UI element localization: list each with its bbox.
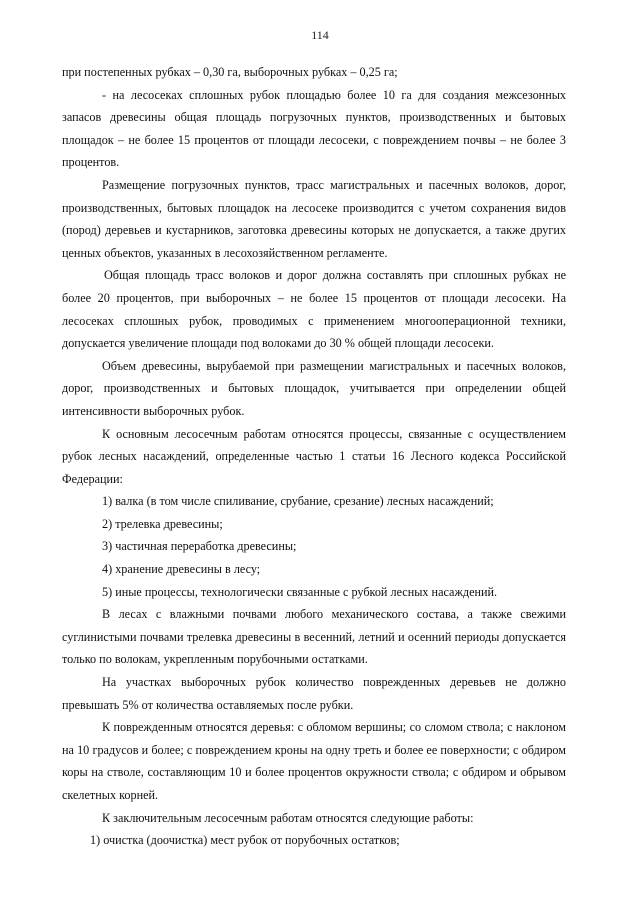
paragraph: при постепенных рубках – 0,30 га, выборочных рубках – 0,25 га; [62,65,398,79]
paragraph: К поврежденным относятся деревья: с обломом вершины; со сломом ствола; с наклоном на 10 градусов и более; с повреждением кроны на одну треть и более ее поверхности; с обдиром коры на стволе, составляющим 10 и более процентов окружности ствола; с обдиром и обрывом скелетных корней. [62,720,566,802]
list-item: 3) частичная переработка древесины; [102,539,297,554]
paragraph: Объем древесины, вырубаемой при размещении магистральных и пасечных волоков, дорог, производственных и бытовых площадок, учитывается при определении общей интенсивности выборочных рубок. [62,358,566,418]
paragraph: К основным лесосечным работам относятся процессы, связанные с осуществлением рубок лесных насаждений, определенные частью 1 статьи 16 Лесного кодекса Российской Федерации: [62,426,566,486]
list-item: 2) трелевка древесины; [102,516,223,531]
paragraph: - на лесосеках сплошных рубок площадью более 10 га для создания межсезонных запасов древесины общая площадь погрузочных пунктов, производственных и бытовых площадок – не более 15 процентов от площади лесосеки, с повреждением почвы – не более 3 процентов. [62,87,566,170]
list-item: 1) очистка (доочистка) мест рубок от порубочных остатков; [90,833,400,848]
paragraph: К заключительным лесосечным работам относятся следующие работы: [102,810,474,825]
paragraph: В лесах с влажными почвами любого механического состава, а также свежими суглинистыми почвами трелевка древесины в весенний, летний и осенний периоды допускается только по волокам, укрепленным порубочными остатками. [62,607,566,667]
paragraph: Общая площадь трасс волоков и дорог должна составлять при сплошных рубках не более 20 процентов, при выборочных – не более 15 процентов от площади лесосеки. На лесосеках сплошных рубок, проводимых с применением многооперационной техники, допускается увеличение площади под волоками до 30 % общей площади лесосеки. [62,268,566,351]
page-number: 114 [311,28,329,42]
list-item: 4) хранение древесины в лесу; [102,562,261,577]
list-item: 5) иные процессы, технологически связанные с рубкой лесных насаждений. [102,584,498,599]
document-body [62,61,566,852]
paragraph: На участках выборочных рубок количество поврежденных деревьев не должно превышать 5% от количества оставляемых после рубки. [62,675,566,712]
list-item: 1) валка (в том числе спиливание, срубание, срезание) лесных насаждений; [102,494,494,509]
paragraph: Размещение погрузочных пунктов, трасс магистральных и пасечных волоков, дорог, производственных, бытовых площадок на лесосеке производится с учетом сохранения видов (пород) деревьев и кустарников, заготовка древесины которых не допускается, а также других ценных объектов, указанных в лесохозяйственном регламенте. [62,177,566,260]
